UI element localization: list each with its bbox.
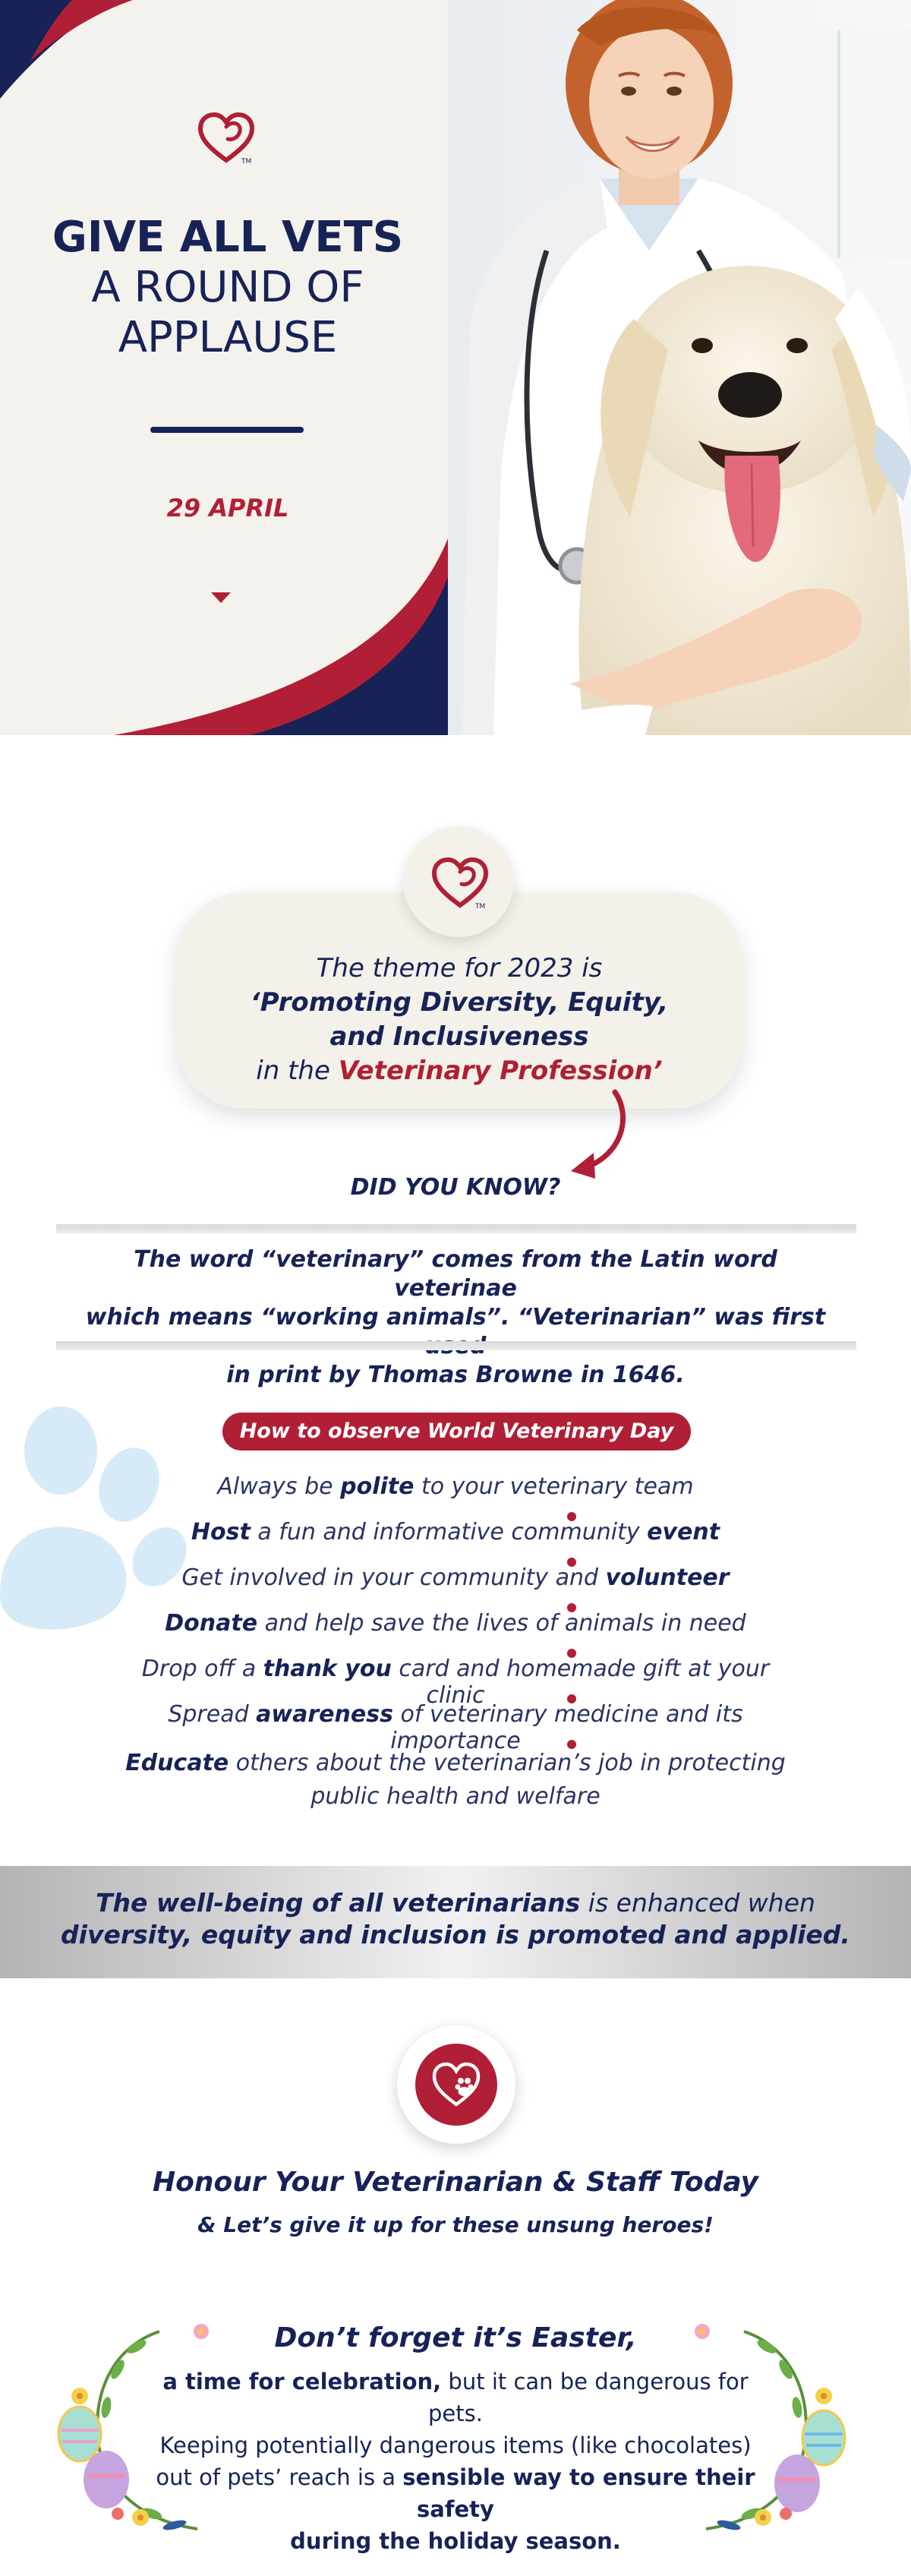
easter-line1-rest: but it can be dangerous for pets. [428, 2369, 749, 2426]
trademark-label: TM [241, 158, 252, 165]
easter-line1-bold: a time for celebration, [162, 2369, 442, 2394]
theme-line1: The theme for 2023 is [316, 953, 603, 983]
did-you-know-top-divider [56, 1224, 856, 1233]
list-item: Educate others about the veterinarian’s job in protecting public health and welfare [125, 1750, 786, 1810]
scroll-down-arrow-icon[interactable] [211, 592, 231, 603]
hero-title-line1: GIVE ALL VETS [52, 213, 404, 262]
theme-line3: and Inclusiveness [329, 1021, 589, 1052]
vet-with-dog-photo [448, 0, 911, 735]
did-you-know-text [84, 1245, 827, 1390]
observe-heading: How to observe World Veterinary Day [222, 1413, 691, 1451]
list-item: Donate and help save the lives of animals in need [165, 1610, 746, 1637]
easter-wreath-left-icon [46, 2316, 220, 2544]
list-item: Get involved in your community and volunteer [181, 1564, 730, 1591]
easter-title: Don’t forget it’s Easter, [274, 2322, 637, 2353]
wellbeing-text [46, 1887, 865, 1951]
wellbeing-bold: The well-being of all veterinarians [96, 1888, 581, 1918]
list-item: Host a fun and informative community event [191, 1519, 720, 1545]
easter-line2: Keeping potentially dangerous items (like chocolates) [159, 2432, 752, 2458]
wellbeing-line2: diversity, equity and inclusion is promoted and applied. [61, 1920, 850, 1949]
easter-line3-bold: sensible way to ensure their safety [402, 2464, 755, 2522]
easter-wreath-right-icon [683, 2316, 858, 2544]
hero-date: 29 APRIL [166, 494, 289, 522]
curved-arrow-icon [562, 1086, 638, 1185]
hero-title-line2: A ROUND OF [91, 263, 364, 312]
did-you-know-line3: in print by Thomas Browne in 1646. [226, 1362, 685, 1388]
did-you-know-title: DID YOU KNOW? [350, 1174, 561, 1201]
heart-logo-icon [430, 855, 490, 910]
easter-line4: during the holiday season. [290, 2528, 621, 2554]
did-you-know-line2: which means “working animals”. “Veterinarian” was first [85, 1304, 826, 1331]
did-you-know-line1: The word “veterinary” comes from the Latin word veterinae [134, 1246, 777, 1302]
heart-logo-icon [196, 110, 257, 165]
theme-statement [176, 952, 742, 1088]
vet-dog-illustration [448, 0, 911, 735]
wellbeing-rest: is enhanced when [580, 1888, 815, 1918]
heart-paw-icon [430, 2060, 483, 2109]
theme-line4-prefix: in the [256, 1056, 339, 1086]
hero-divider [150, 427, 304, 433]
list-item: Drop off a thank you card and homemade gift at your clinic [141, 1656, 770, 1709]
theme-line4-highlight: Veterinary Profession’ [338, 1056, 663, 1086]
hero-title-line3: APPLAUSE [118, 313, 338, 362]
honour-subtitle: & Let’s give it up for these unsung heroes! [197, 2212, 714, 2237]
theme-line2: ‘Promoting Diversity, Equity, [250, 987, 669, 1018]
easter-text [144, 2366, 767, 2557]
easter-line3-pre: out of pets’ reach is a [156, 2464, 403, 2490]
hero-title [46, 213, 410, 363]
theme-logo-badge [403, 826, 514, 937]
list-item: Spread awareness of veterinary medicine and its importance [168, 1701, 743, 1754]
honour-title: Honour Your Veterinarian & Staff Today [153, 2167, 758, 2198]
trademark-label: TM [475, 903, 486, 910]
honour-badge-inner [415, 2044, 497, 2126]
hero-banner [0, 0, 911, 735]
did-you-know-bottom-divider [56, 1341, 856, 1350]
list-item: Always be polite to your veterinary team [217, 1473, 694, 1500]
